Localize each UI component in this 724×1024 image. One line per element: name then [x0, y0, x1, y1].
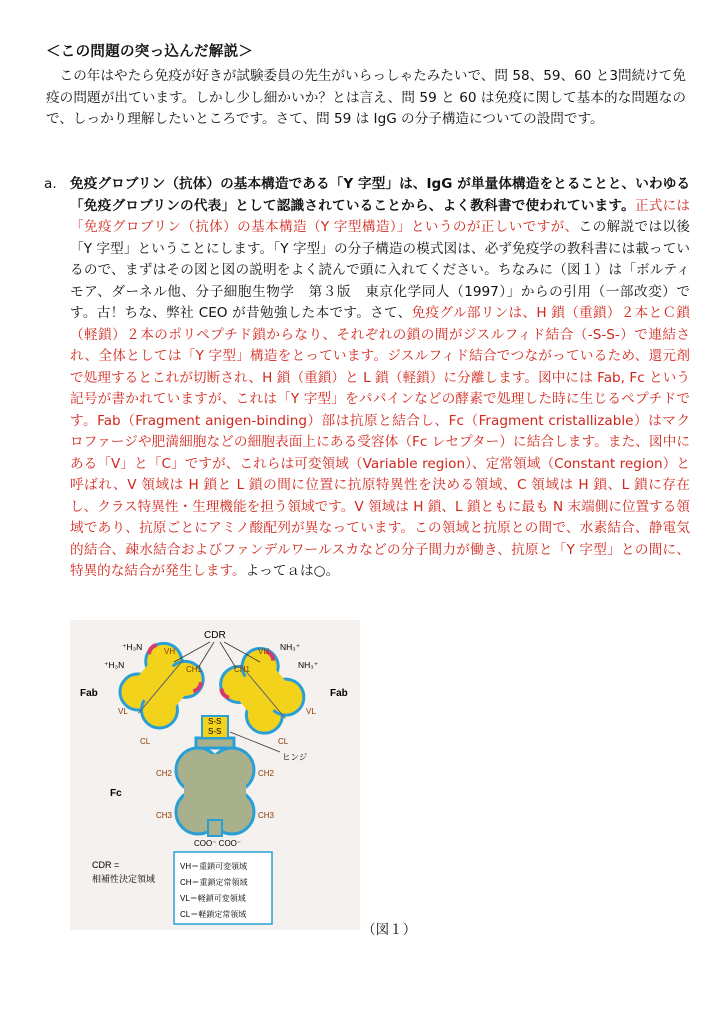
ch3-right: CH3 [258, 811, 275, 820]
nh3-right-inner: NH₃⁺ [298, 660, 319, 670]
cdr-label: CDR [204, 630, 226, 641]
ch2-left: CH2 [156, 769, 173, 778]
cl-right: CL [278, 737, 289, 746]
fc-region [176, 738, 254, 836]
ch3-left: CH3 [156, 811, 173, 820]
legend-item-ch: CH＝重鎖定常領域 [180, 878, 248, 887]
antibody-figure [70, 620, 360, 930]
item-a-explanation: 免疫グル部リンは、H 鎖（重鎖）２本とＣ鎖（軽鎖）２本のポリペプチド鎖からなり、それぞれの鎖の間がジスルフィド結合（-S-S-）で連結され、全体としては「Y 字型」構造をとっています。ジスルフィド結合でつながっているため、還元剤で処理するとこれが切断され、H 鎖（重鎖）と L 鎖（軽鎖）に分離します。図中には Fab, Fc という記号が書かれていますが、これは「Y 字型」をパパインなどの酵素で処理した時に生じるペプチドです。Fab（Fragment anigen-binding）部は抗原と結合し、Fc（Fragment cristallizable）はマクロファージや肥満細胞などの細胞表面上にある受容体（Fc レセプター）に結合します。また、図中にある「V」と「C」ですが、これらは可変領域（Variable region）、定常領域（Constant region）と呼ばれ、V 領域は H 鎖と L 鎖の間に位置に抗原特異性を決める領域、C 領域は H 鎖、L 鎖に存在し、クラス特異性・生理機能を担う領域です。V 領域は H 鎖、L 鎖ともに最も N 末端側に位置する領域であり、抗原ごとにアミノ酸配列が異なっています。この領域と抗原との間で、水素結合、静電気的結合、疎水結合およびファンデルワールスカなどの分子間力が働き、抗原と「Y 字型」との間に、特異的な結合が発生します。 [70, 305, 690, 579]
ss-bond-1: S-S [208, 717, 222, 726]
ch1-right: CH1 [234, 665, 251, 674]
vl-left: VL [118, 707, 128, 716]
vh-left: VH [164, 647, 176, 656]
item-a-note-red: 正式には「免疫グロブリン（抗体）の基本構造（Y 字型構造）」というのが正しいですが、 [70, 197, 691, 235]
item-a-label: a. [44, 176, 57, 192]
cdr-def-2: 相補性決定領域 [92, 874, 156, 884]
antibody-diagram [70, 620, 360, 930]
fab-right-label: Fab [330, 688, 348, 699]
intro-paragraph: この年はやたら免疫が好きが試験委員の先生がいらっしゃたみたいで、問 58、59、60 と3問続けて免疫の問題が出ています。しかし少し細かいか？とは言え、問 59 と 60 は免疫に関して基本的な問題なので、しっかり理解したいところです。さて、問 59 は IgG の分子構造についての設問です。 [46, 68, 686, 127]
vl-right: VL [306, 707, 316, 716]
section-heading: ＜この問題の突っ込んだ解説＞ [46, 44, 254, 60]
fc-label: Fc [110, 788, 122, 799]
fab-left-label: Fab [80, 688, 98, 699]
nh3-right-outer: NH₃⁺ [280, 642, 301, 652]
ch1-left: CH1 [186, 665, 203, 674]
item-a-statement: 免疫グロブリン（抗体）の基本構造である「Y 字型」は、IgG が単量体構造をとることと、いわゆる「免疫グロブリンの代表」として認識されていることから、よく教科書で使われています。 [70, 176, 690, 214]
item-a-conclusion: よってａは○。 [245, 563, 340, 579]
legend-item-vl: VL＝軽鎖可変領域 [180, 894, 246, 903]
nh3-left-inner: ⁺H₃N [104, 660, 125, 670]
coo-label: COO⁻ COO⁻ [194, 839, 242, 848]
vh-right: VH [258, 647, 270, 656]
figure-caption: （図１） [362, 922, 417, 938]
item-a-note: この解説では以後「Y 字型」ということにします。「Y 字型」の分子構造の模式図は、必ず免疫学の教科書には載っているので、まずはその図と図の説明をよく読んで頭に入れてください。ちなみに（図１）は「ボルティモア、ダーネル他、分子細胞生物学 第３版 東京化学同人（1997）」からの引用（一部改変）です。古！ちな、弊社 CEO が昔勉強した本です。さて、 [70, 219, 690, 321]
cl-left: CL [140, 737, 151, 746]
ch2-right: CH2 [258, 769, 275, 778]
ss-bond-2: S-S [208, 727, 222, 736]
hinge-label: ヒンジ [282, 752, 308, 762]
legend-item-cl: CL＝軽鎖定常領域 [180, 910, 247, 919]
legend-item-vh: VH＝重鎖可変領域 [180, 862, 248, 871]
item-a-body [70, 174, 690, 583]
nh3-left-outer: ⁺H₃N [122, 642, 143, 652]
cdr-def-1: CDR = [92, 860, 120, 870]
